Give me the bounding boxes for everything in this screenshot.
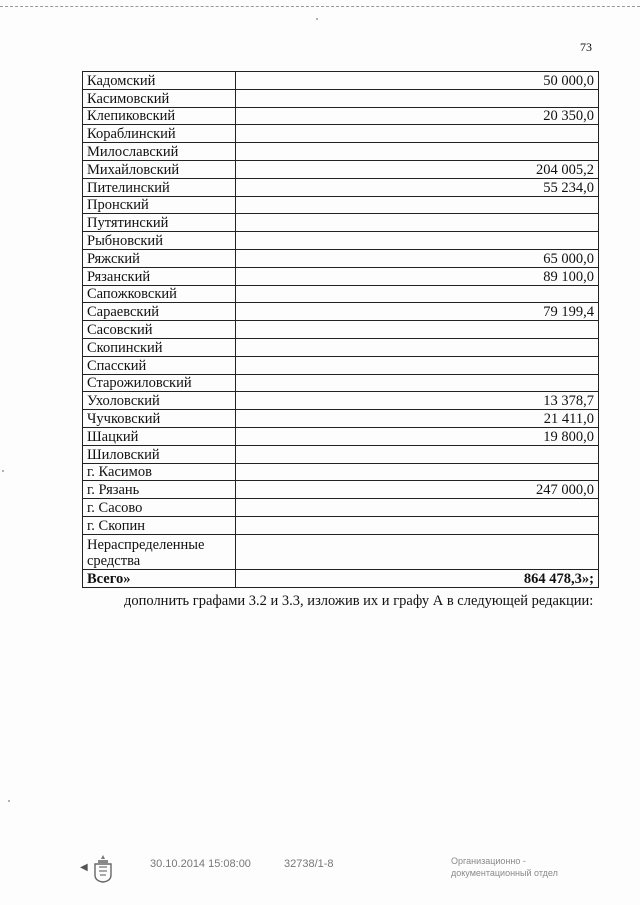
table-row-total (83, 569, 599, 587)
arrow-mark-icon: ◀ (80, 862, 88, 873)
table-row (83, 72, 599, 90)
table-row (83, 516, 599, 534)
table-row (83, 178, 599, 196)
district-amount: 55 234,0 (236, 178, 599, 196)
district-amount (236, 125, 599, 143)
row-name-unallocated (83, 534, 236, 569)
district-amount (236, 516, 599, 534)
scan-speck (8, 800, 10, 802)
table-row (83, 143, 599, 161)
table-row (83, 427, 599, 445)
footer-timestamp: 30.10.2014 15:08:00 (150, 858, 251, 870)
district-name: Михайловский (83, 160, 236, 178)
district-amount: 79 199,4 (236, 303, 599, 321)
district-amount: 65 000,0 (236, 249, 599, 267)
district-name: Касимовский (83, 89, 236, 107)
table-row (83, 499, 599, 517)
table-row (83, 392, 599, 410)
district-amount: 13 378,7 (236, 392, 599, 410)
table-row (83, 125, 599, 143)
continuation-paragraph: дополнить графами 3.2 и 3.3, изложив их и графу А в следующей редакции: (124, 593, 594, 609)
district-name: Чучковский (83, 410, 236, 428)
district-name: Шацкий (83, 427, 236, 445)
district-amount (236, 374, 599, 392)
footer-department-line1: Организационно - (451, 856, 526, 866)
table-row (83, 89, 599, 107)
unallocated-line1: Нераспределенные (87, 536, 205, 553)
district-name: Кораблинский (83, 125, 236, 143)
district-name: Скопинский (83, 338, 236, 356)
table-row (83, 303, 599, 321)
total-value: 864 478,3»; (236, 569, 599, 587)
coat-of-arms-icon (92, 853, 114, 883)
table-row (83, 338, 599, 356)
table-row (83, 321, 599, 339)
scan-top-border (0, 6, 640, 7)
district-amount (236, 463, 599, 481)
table-row-unallocated (83, 534, 599, 569)
district-name: Клепиковский (83, 107, 236, 125)
footer-department (451, 855, 558, 879)
table-row (83, 249, 599, 267)
district-amount (236, 285, 599, 303)
district-amount: 21 411,0 (236, 410, 599, 428)
district-amount (236, 214, 599, 232)
footer-doc-number: 32738/1-8 (284, 858, 334, 870)
scan-speck (2, 470, 4, 472)
row-value-unallocated (236, 534, 599, 569)
district-amount: 19 800,0 (236, 427, 599, 445)
district-name: Шиловский (83, 445, 236, 463)
table-row (83, 160, 599, 178)
table-row (83, 463, 599, 481)
district-name: Пителинский (83, 178, 236, 196)
scan-speck (316, 18, 318, 20)
district-amount (236, 356, 599, 374)
budget-distribution-table (82, 71, 599, 588)
district-amount (236, 445, 599, 463)
table-row (83, 356, 599, 374)
district-amount (236, 499, 599, 517)
district-amount (236, 89, 599, 107)
district-name: г. Сасово (83, 499, 236, 517)
district-amount: 89 100,0 (236, 267, 599, 285)
table-row (83, 481, 599, 499)
district-name: г. Касимов (83, 463, 236, 481)
district-name: Путятинский (83, 214, 236, 232)
district-amount: 50 000,0 (236, 72, 599, 90)
unallocated-line2: средства (87, 552, 141, 569)
district-name: Рыбновский (83, 232, 236, 250)
district-amount (236, 321, 599, 339)
district-name: Милославский (83, 143, 236, 161)
district-name: г. Рязань (83, 481, 236, 499)
page-number: 73 (580, 40, 592, 54)
total-label: Всего» (83, 569, 236, 587)
district-amount: 204 005,2 (236, 160, 599, 178)
table-row (83, 285, 599, 303)
table-row (83, 196, 599, 214)
district-amount (236, 143, 599, 161)
district-name: Спасский (83, 356, 236, 374)
district-name: Ряжский (83, 249, 236, 267)
district-name: Старожиловский (83, 374, 236, 392)
table-row (83, 410, 599, 428)
district-name: Сапожковский (83, 285, 236, 303)
table-row (83, 267, 599, 285)
district-amount: 247 000,0 (236, 481, 599, 499)
district-name: Сасовский (83, 321, 236, 339)
footer-department-line2: документационный отдел (451, 868, 558, 878)
table-body (83, 72, 599, 588)
table-row (83, 107, 599, 125)
district-amount (236, 338, 599, 356)
table-row (83, 374, 599, 392)
district-name: Ухоловский (83, 392, 236, 410)
district-amount (236, 232, 599, 250)
district-name: Пронский (83, 196, 236, 214)
table-row (83, 232, 599, 250)
district-name: Рязанский (83, 267, 236, 285)
district-amount (236, 196, 599, 214)
table-row (83, 445, 599, 463)
district-name: Сараевский (83, 303, 236, 321)
table-row (83, 214, 599, 232)
district-amount: 20 350,0 (236, 107, 599, 125)
district-name: Кадомский (83, 72, 236, 90)
district-name: г. Скопин (83, 516, 236, 534)
